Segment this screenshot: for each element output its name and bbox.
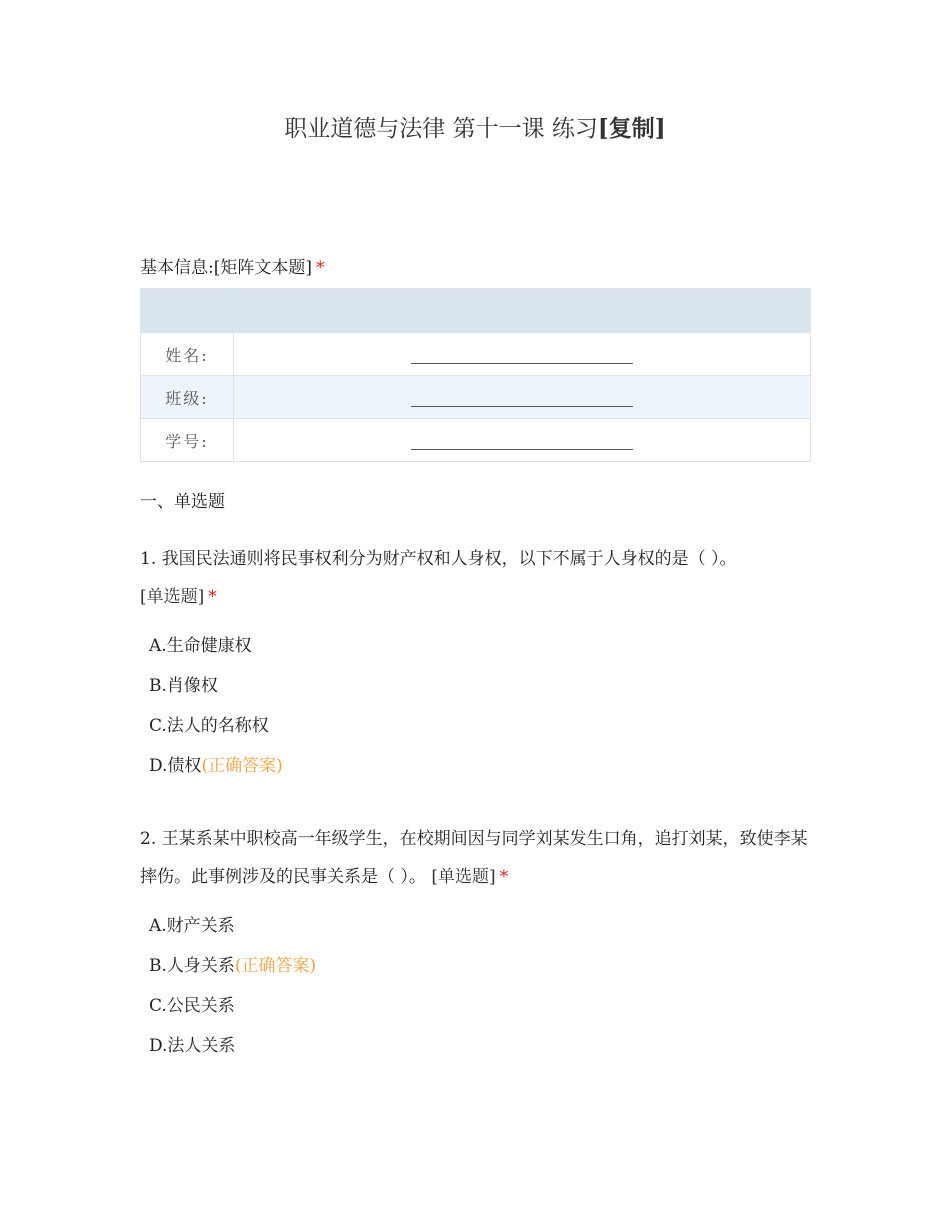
basic-info-type: [矩阵文本题] xyxy=(213,258,312,278)
required-star: * xyxy=(499,867,509,887)
option-text: A.生命健康权 xyxy=(149,636,252,656)
q1-option-d[interactable] xyxy=(149,751,283,776)
matrix-row-label: 姓名: xyxy=(141,333,234,376)
option-text: B.人身关系 xyxy=(149,956,235,976)
basic-info-matrix xyxy=(140,288,811,462)
matrix-row-name xyxy=(141,333,811,376)
matrix-row-label: 学号: xyxy=(141,419,234,462)
name-input[interactable] xyxy=(234,333,811,376)
correct-answer-tag: (正确答案) xyxy=(201,756,283,776)
title-suffix: [复制] xyxy=(597,115,666,142)
option-text: C.法人的名称权 xyxy=(149,716,269,736)
name-blank-line[interactable] xyxy=(411,353,633,364)
option-text: C.公民关系 xyxy=(149,996,235,1016)
q1-option-c[interactable] xyxy=(149,711,269,736)
matrix-header-cell xyxy=(141,289,234,333)
basic-info-label xyxy=(140,253,325,278)
basic-info-title: 基本信息: xyxy=(140,258,214,278)
required-star: * xyxy=(316,258,325,278)
title-main: 职业道德与法律 第十一课 练习 xyxy=(284,116,598,142)
question-type: [单选题] xyxy=(140,587,205,607)
question-type: [单选题] xyxy=(431,867,496,887)
q2-option-a[interactable] xyxy=(149,911,235,936)
correct-answer-tag: (正确答案) xyxy=(234,956,317,976)
q2-option-b[interactable] xyxy=(149,951,316,976)
matrix-row-label: 班级: xyxy=(141,376,234,419)
q2-option-c[interactable] xyxy=(149,991,235,1016)
option-text: A.财产关系 xyxy=(149,916,235,936)
matrix-row-class xyxy=(141,376,811,419)
option-text: D.债权 xyxy=(149,756,202,776)
matrix-header-row xyxy=(141,289,811,333)
q1-option-a[interactable] xyxy=(149,631,252,656)
required-star: * xyxy=(208,587,217,607)
question-text: 2. 王某系某中职校高一年级学生，在校期间因与同学刘某发生口角，追打刘某，致使李某摔伤。此事例涉及的民事关系是（ ）。 xyxy=(140,829,808,887)
page-title xyxy=(0,110,950,143)
student-id-blank-line[interactable] xyxy=(411,439,633,450)
matrix-row-student-id xyxy=(141,419,811,462)
question-1 xyxy=(140,540,815,616)
class-blank-line[interactable] xyxy=(411,396,633,407)
question-2 xyxy=(140,820,815,896)
q2-option-d[interactable] xyxy=(149,1031,235,1056)
q1-option-b[interactable] xyxy=(149,671,218,696)
section-heading: 一、单选题 xyxy=(140,492,225,512)
question-text: 1. 我国民法通则将民事权利分为财产权和人身权，以下不属于人身权的是（ ）。 xyxy=(140,549,737,569)
option-text: D.法人关系 xyxy=(149,1036,236,1056)
student-id-input[interactable] xyxy=(234,419,811,462)
matrix-header-cell xyxy=(234,289,811,333)
option-text: B.肖像权 xyxy=(149,676,218,696)
class-input[interactable] xyxy=(234,376,811,419)
